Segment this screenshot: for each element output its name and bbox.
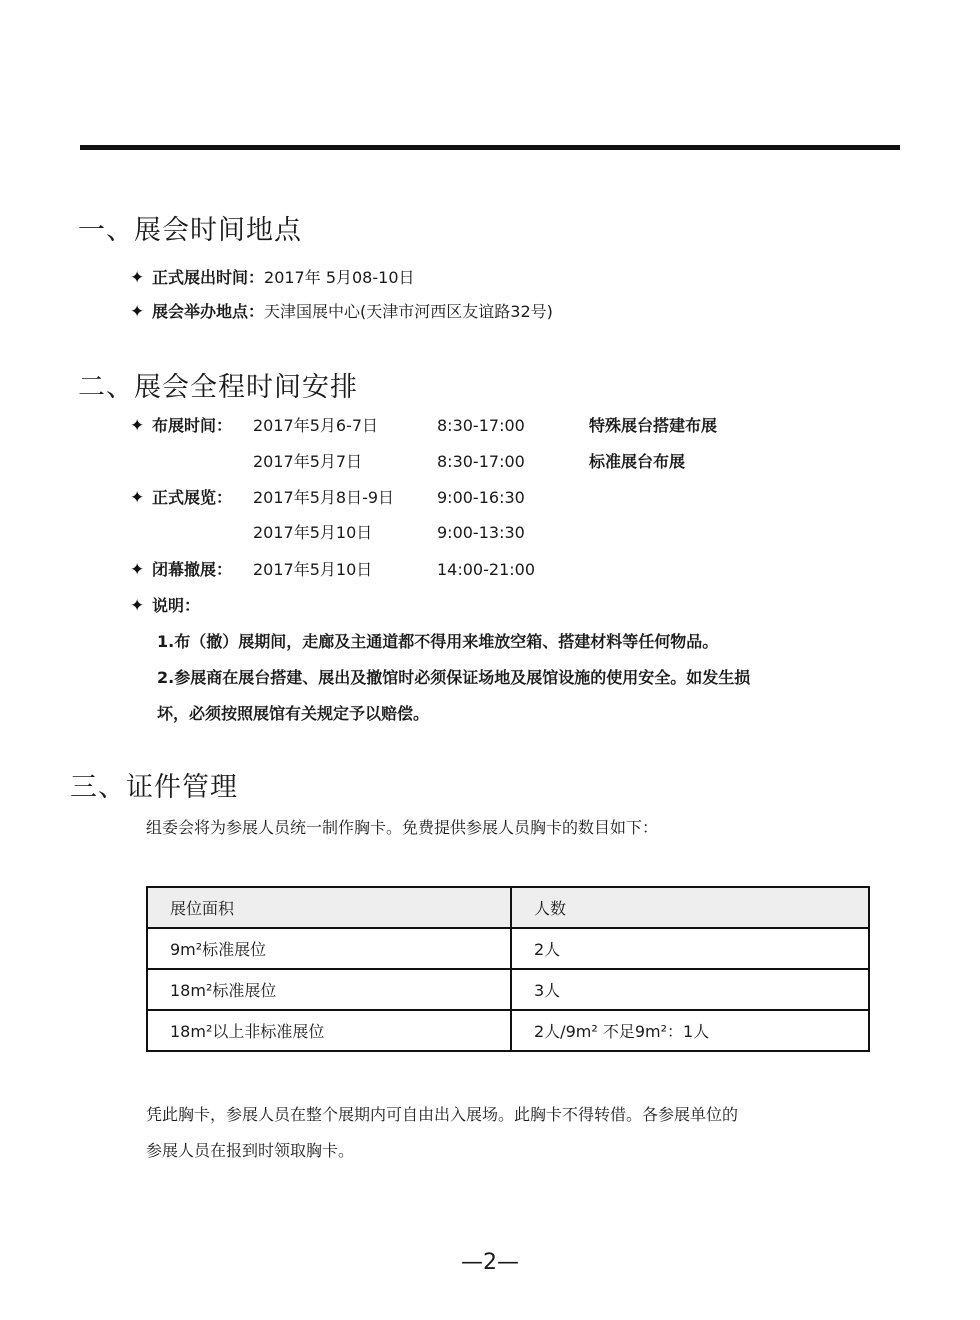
- show-time-1: 9:00-16:30: [437, 488, 525, 507]
- notes-label: 说明：: [152, 596, 201, 615]
- star-bullet-icon: ✦: [130, 268, 145, 288]
- section3-footer-line-1: 凭此胸卡，参展人员在整个展期内可自由出入展场。此胸卡不得转借。各参展单位的: [146, 1105, 739, 1124]
- show-date-1: 2017年5月8日-9日: [253, 488, 395, 507]
- booth-area-cell: 18m²以上非标准展位: [147, 1010, 511, 1051]
- section1-item-venue: [130, 302, 553, 322]
- item-value: 2017年 5月08-10日: [264, 268, 415, 287]
- section2-heading: 二、展会全程时间安排: [78, 372, 358, 403]
- show-time-2: 9:00-13:30: [437, 523, 525, 542]
- note-1: 1.布（撤）展期间，走廊及主通道都不得用来堆放空箱、搭建材料等任何物品。: [157, 632, 719, 651]
- build-note-1: 特殊展台搭建布展: [589, 416, 718, 435]
- build-date-1: 2017年5月6-7日: [253, 416, 379, 435]
- people-count-cell: 2人/9m² 不足9m²：1人: [511, 1010, 869, 1051]
- star-bullet-icon: ✦: [130, 560, 145, 580]
- star-bullet-icon: ✦: [130, 416, 145, 436]
- people-count-cell: 2人: [511, 928, 869, 969]
- build-note-2: 标准展台布展: [589, 452, 686, 471]
- build-label-row: [130, 416, 232, 436]
- item-value: 天津国展中心(天津市河西区友谊路32号): [264, 302, 553, 321]
- booth-area-cell: 9m²标准展位: [147, 928, 511, 969]
- table-header-row: [147, 887, 869, 928]
- star-bullet-icon: ✦: [130, 488, 145, 508]
- build-time-2: 8:30-17:00: [437, 452, 525, 471]
- section3-heading: 三、证件管理: [70, 772, 238, 803]
- teardown-label-row: [130, 560, 232, 580]
- header-people-count: 人数: [511, 887, 869, 928]
- section3-footer-line-2: 参展人员在报到时领取胸卡。: [146, 1141, 355, 1160]
- show-label: 正式展览：: [152, 488, 233, 507]
- show-label-row: [130, 488, 232, 508]
- table-row: [147, 1010, 869, 1051]
- note-2-line-2: 坏，必须按照展馆有关规定予以赔偿。: [157, 704, 430, 723]
- booth-area-cell: 18m²标准展位: [147, 969, 511, 1010]
- top-rule: [80, 145, 900, 150]
- build-label: 布展时间：: [152, 416, 233, 435]
- star-bullet-icon: ✦: [130, 596, 145, 616]
- item-label: 正式展出时间：: [152, 268, 265, 287]
- header-booth-area: 展位面积: [147, 887, 511, 928]
- notes-label-row: [130, 596, 200, 616]
- build-date-2: 2017年5月7日: [253, 452, 363, 471]
- teardown-label: 闭幕撤展：: [152, 560, 233, 579]
- table-row: [147, 969, 869, 1010]
- section1-heading: 一、展会时间地点: [78, 215, 302, 246]
- page-number: —2—: [461, 1250, 519, 1275]
- section1-item-time: [130, 268, 415, 288]
- teardown-time: 14:00-21:00: [437, 560, 535, 579]
- badge-allocation-table: [146, 886, 870, 1052]
- show-date-2: 2017年5月10日: [253, 523, 373, 542]
- section3-intro: 组委会将为参展人员统一制作胸卡。免费提供参展人员胸卡的数目如下：: [146, 818, 659, 837]
- build-time-1: 8:30-17:00: [437, 416, 525, 435]
- note-2-line-1: 2.参展商在展台搭建、展出及撤馆时必须保证场地及展馆设施的使用安全。如发生损: [157, 668, 751, 687]
- item-label: 展会举办地点：: [152, 302, 265, 321]
- people-count-cell: 3人: [511, 969, 869, 1010]
- teardown-date: 2017年5月10日: [253, 560, 373, 579]
- table-row: [147, 928, 869, 969]
- star-bullet-icon: ✦: [130, 302, 145, 322]
